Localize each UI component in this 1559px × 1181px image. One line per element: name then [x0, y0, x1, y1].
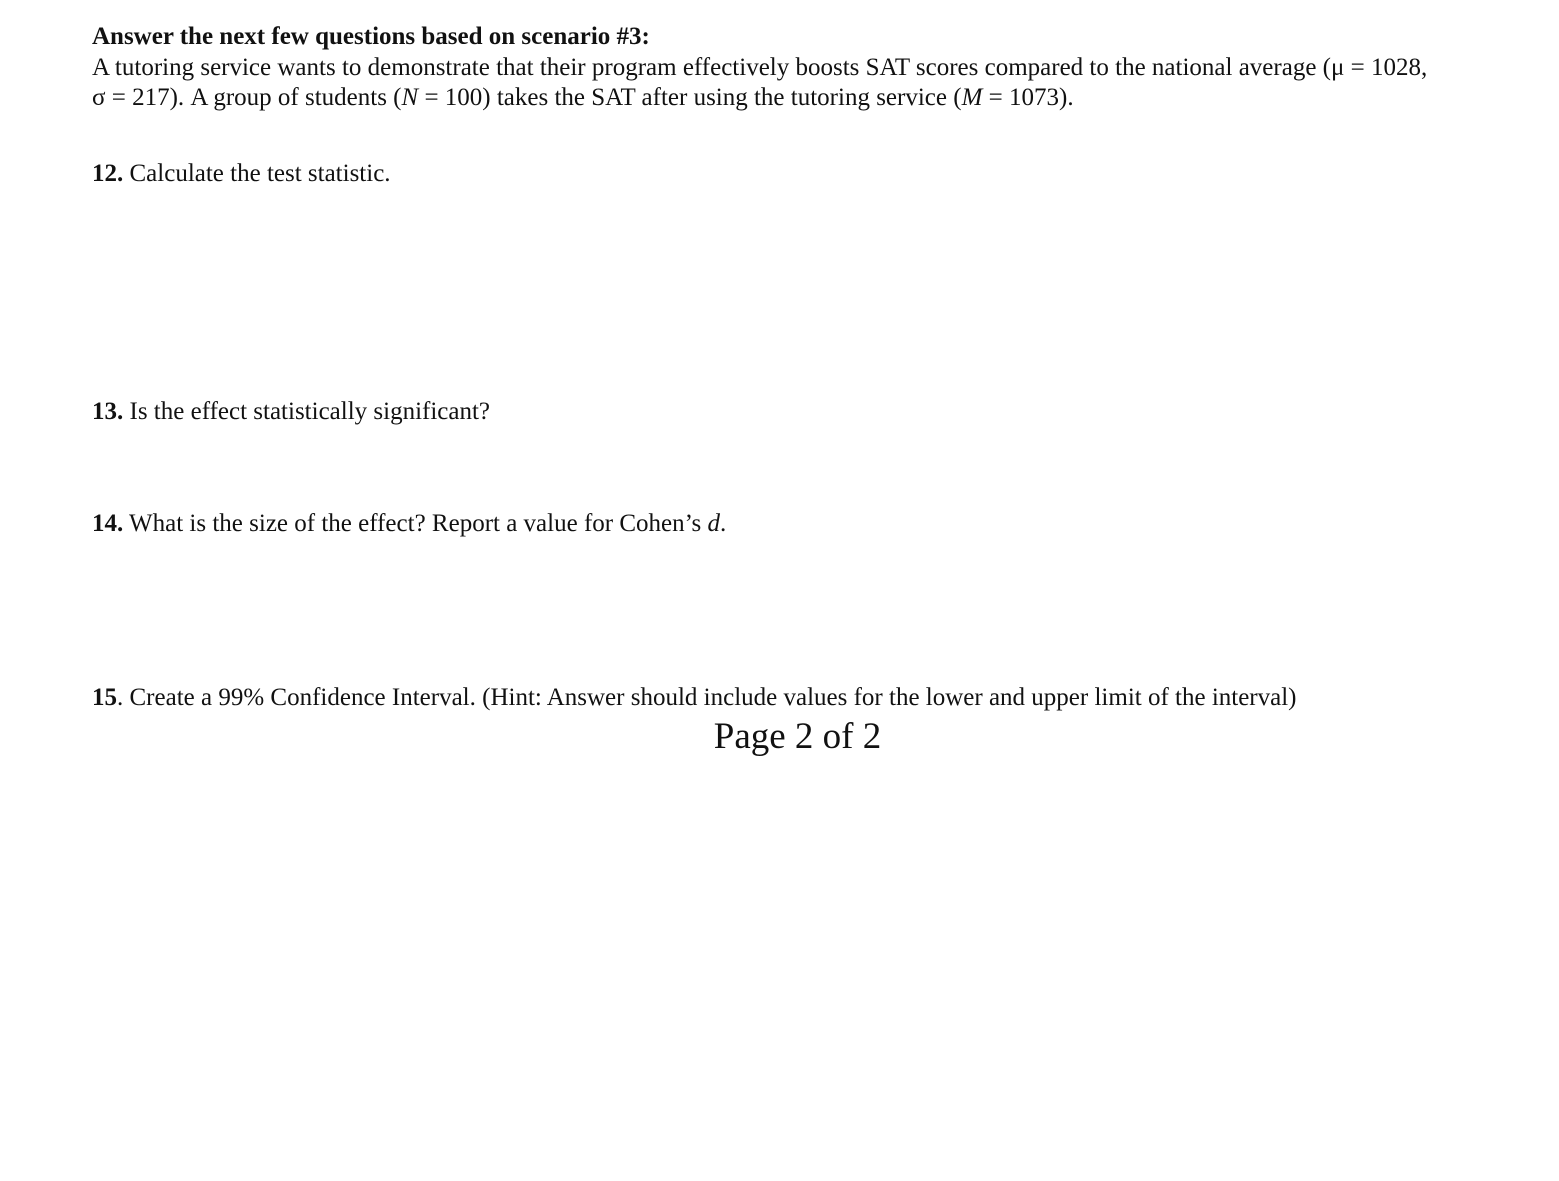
question-number: 13.: [92, 398, 124, 425]
question-number-suffix: .: [117, 684, 124, 711]
question-number: 15: [92, 684, 117, 711]
question-text: Calculate the test statistic.: [123, 160, 391, 187]
page-number: Page 2 of 2: [713, 716, 882, 757]
question-12: [92, 159, 391, 189]
question-number: 14.: [92, 510, 124, 537]
cohens-d-symbol: d: [707, 510, 721, 537]
question-text-end: .: [720, 510, 727, 537]
sample-size-symbol: N: [401, 84, 419, 111]
scenario-heading: Answer the next few questions based on scenario #3:: [92, 23, 650, 50]
scenario-line-2-pre: σ = 217). A group of students (: [92, 84, 402, 111]
scenario-text: [92, 53, 1512, 113]
question-number: 12.: [92, 160, 124, 187]
scenario-line-1: A tutoring service wants to demonstrate that their program effectively boosts SAT scores compared to the national average (μ = 1028,: [92, 54, 1428, 81]
question-text: What is the size of the effect? Report a value for Cohen’s: [123, 510, 708, 537]
scenario-line-2: [92, 83, 1512, 113]
sample-mean-symbol: M: [961, 84, 983, 111]
question-text: Create a 99% Confidence Interval. (Hint: Answer should include values for the lower and upper limit of the interval): [123, 684, 1297, 711]
question-15: [92, 683, 1297, 713]
question-14: [92, 509, 726, 539]
sample-mean-value: = 1073).: [982, 84, 1074, 111]
question-text: Is the effect statistically significant?: [123, 398, 491, 425]
question-13: [92, 397, 490, 427]
sample-size-value: = 100) takes the SAT after using the tutoring service (: [418, 84, 962, 111]
